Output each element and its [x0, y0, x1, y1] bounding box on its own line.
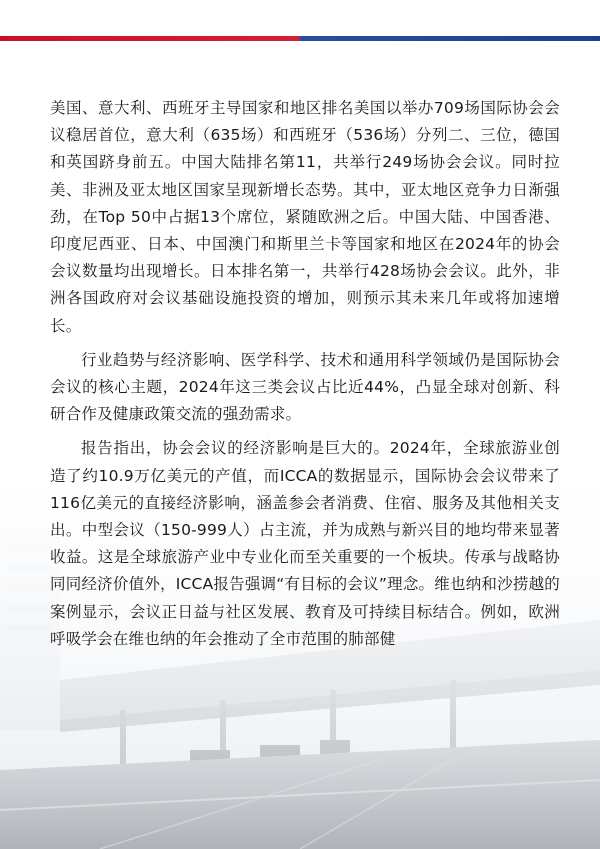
paragraph-3: 报告指出，协会会议的经济影响是巨大的。2024年，全球旅游业创造了约10.9万亿美元的产值，而ICCA的数据显示，国际协会会议带来了116亿美元的直接经济影响，涵盖参会者消费、住宿、服务及其他相关支出。中型会议（150-999人）占主流，并为成熟与新兴目的地均带来显著收益。这是全球旅游产业中专业化而至关重要的一个板块。传承与战略协同同经济价值外，ICCA报告强调“有目标的会议”理念。维也纳和沙捞越的案例显示，会议正日益与社区发展、教育及可持续目标结合。例如，欧洲呼吸学会在维也纳的年会推动了全市范围的肺部健 — [50, 439, 560, 648]
header-accent-red — [0, 36, 300, 41]
header-accent-blue — [300, 36, 600, 41]
article-body — [50, 95, 560, 660]
paragraph-2: 行业趋势与经济影响、医学科学、技术和通用科学领域仍是国际协会会议的核心主题，2024年这三类会议占比近44%，凸显全球对创新、科研合作及健康政策交流的强劲需求。 — [50, 350, 560, 424]
paragraph-1: 美国、意大利、西班牙主导国家和地区排名美国以举办709场国际协会会议稳居首位，意大利（635场）和西班牙（536场）分列二、三位，德国和英国跻身前五。中国大陆排名第11，共举行249场协会会议。同时拉美、非洲及亚太地区国家呈现新增长态势。其中，亚太地区竞争力日渐强劲，在Top 50中占据13个席位，紧随欧洲之后。中国大陆、中国香港、印度尼西亚、日本、中国澳门和斯里兰卡等国家和地区在2024年的协会会议数量均出现增长。日本排名第一，共举行428场协会会议。此外，非洲各国政府对会议基础设施投资的增加，则预示其未来几年或将加速增长。 — [50, 99, 560, 335]
